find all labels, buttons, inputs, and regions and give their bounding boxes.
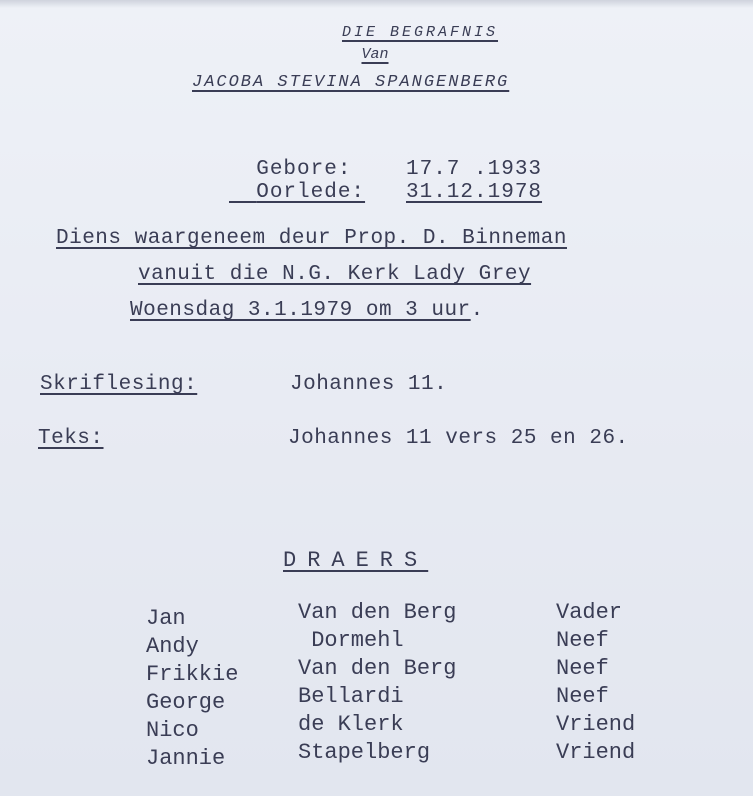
bearer-relation: Vriend xyxy=(556,740,636,765)
born-label: Gebore: xyxy=(256,158,352,181)
van-line: Van xyxy=(361,46,389,63)
bearer-first-name: Jan xyxy=(146,606,186,631)
bearer-surname: Van den Berg xyxy=(298,600,457,625)
died-value: 31.12.1978 xyxy=(406,181,543,204)
bearer-surname: Bellardi xyxy=(298,684,404,709)
died-label: Oorlede: xyxy=(256,181,366,204)
bearer-relation: Vader xyxy=(556,600,623,625)
bearer-surname: de Klerk xyxy=(298,712,404,737)
bearer-first-name: Frikkie xyxy=(146,662,239,687)
bearer-first-name: Jannie xyxy=(146,746,226,771)
bearer-surname: Van den Berg xyxy=(298,656,457,681)
bearer-first-name: Andy xyxy=(146,634,199,659)
bearers-heading: DRAERS xyxy=(283,548,429,573)
reading-value: Johannes 11. xyxy=(290,373,448,396)
bearer-surname: Stapelberg xyxy=(298,740,431,765)
service-line-2: vanuit die N.G. Kerk Lady Grey xyxy=(138,263,532,286)
deceased-name: JACOBA STEVINA SPANGENBERG xyxy=(192,73,510,92)
text-label: Teks: xyxy=(38,427,104,450)
bearer-relation: Neef xyxy=(556,684,609,709)
bearer-first-name: Nico xyxy=(146,718,199,743)
document-title: DIE BEGRAFNIS xyxy=(341,24,499,41)
service-line-1: Diens waargeneem deur Prop. D. Binneman xyxy=(56,227,567,250)
bearer-surname: Dormehl xyxy=(298,628,404,653)
paper-top-edge xyxy=(0,0,753,8)
bearer-relation: Neef xyxy=(556,656,609,681)
bearer-relation: Neef xyxy=(556,628,609,653)
born-value: 17.7 .1933 xyxy=(406,158,543,181)
service-date: Woensdag 3.1.1979 om 3 uur xyxy=(130,299,471,322)
bearer-relation: Vriend xyxy=(556,712,636,737)
service-line-end: . xyxy=(470,299,484,322)
bearer-first-name: George xyxy=(146,690,226,715)
service-line-3 xyxy=(130,299,484,322)
text-value: Johannes 11 vers 25 en 26. xyxy=(288,427,629,450)
reading-label: Skriflesing: xyxy=(40,373,198,396)
